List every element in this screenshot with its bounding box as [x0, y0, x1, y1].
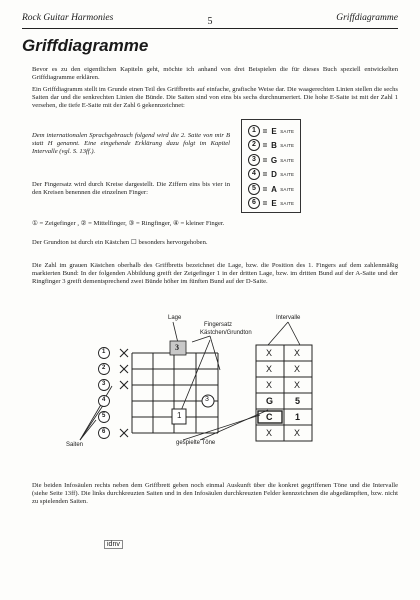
string-number: 5 — [248, 183, 260, 195]
paragraph-lage: Die Zahl im grauen Kästchen oberhalb des Griffbretts bezeichnet die Lage, bzw. die Position des 1. Fingers auf dem zahlenmäßig markierten Bund: In der folgenden Abbildung greift der Zeigefinger 1 in der dritten Lage, bzw. im dritten Bund auf der A-Saite und der Ringfinger 3 greift dementsprechend zwei Bünde höher im fünften Bund auf der D-Saite. — [32, 262, 398, 286]
paragraph-griffdiagramm: Ein Griffdiagramm stellt im Grunde einen Teil des Griffbretts auf einfache, grafische Weise dar. Die waagerechten Linien stellen die sechs Saiten dar und die senkrechten Linien die Bünde. Die Saiten sind von eins bis sechs durchnumeriert. Die hohe E-Saite ist mit der Zahl 1 versehen, die tiefe E-Saite mit der Zahl 6 gekennzeichnet: — [32, 86, 398, 110]
string-num: 5 — [102, 413, 106, 419]
header-chapter-title: Griffdiagramme — [336, 13, 398, 23]
saite-label: SAITE — [280, 171, 295, 177]
page-title: Griffdiagramme — [22, 36, 149, 55]
label-kaestchen: Kästchen/Grundton — [200, 330, 252, 336]
string-number: 2 — [248, 139, 260, 151]
label-lage: Lage — [168, 315, 182, 321]
string-note: B — [271, 140, 277, 150]
paragraph-infosaeulen: Die beiden Infosäulen rechts neben dem Griffbrett geben noch einmal Auskunft über die konkret gegriffenen Töne und die Intervalle (siehe Seite 13ff). Die links durchkreuzten Saiten und in den Infosäulen durchkreuzten Felder kennzeichnen die abgedämpften, bzw. nicht zu spielenden Saiten. — [32, 482, 398, 506]
string-number: 1 — [248, 125, 260, 137]
string-num: 4 — [102, 397, 106, 403]
interval-cell: 1 — [295, 412, 301, 422]
label-gespielte-toene: gespielte Töne — [176, 440, 216, 446]
paragraph-sprachgebrauch: Dem internationalen Sprachgebrauch folgend wird die 2. Saite von mir B statt H genannt. Eine eingehende Erklärung dazu folgt im Kapitel Intervalle (vgl. S. 13ff.). — [32, 132, 230, 156]
interval-cell: 5 — [295, 396, 301, 406]
finger-number-3: 3 — [205, 396, 209, 403]
string-note: E — [271, 198, 277, 208]
note-cell: C — [266, 412, 273, 422]
string-num: 2 — [102, 365, 106, 371]
string-row-3: 3 = G SAITE — [248, 154, 300, 167]
note-cell: X — [266, 380, 273, 390]
note-cell: X — [266, 428, 273, 438]
string-row-6: 6 = E SAITE — [248, 197, 300, 210]
string-number: 3 — [248, 154, 260, 166]
paragraph-fingersatz: Der Fingersatz wird durch Kreise dargestellt. Die Ziffern eins bis vier in den Kreisen benennen die einzelnen Finger: — [32, 181, 230, 197]
page-number: 5 — [207, 16, 213, 27]
note-cell: X — [266, 348, 273, 358]
string-num: 3 — [102, 381, 106, 387]
string-number: 4 — [248, 168, 260, 180]
paragraph-grundton: Der Grundton ist durch ein Kästchen ☐ besonders hervorgehoben. — [32, 239, 208, 246]
interval-cell: X — [294, 364, 301, 374]
paragraph-finger-legend: ① = Zeigefinger , ② = Mittelfinger, ③ = Ringfinger, ④ = kleiner Finger. — [32, 220, 225, 227]
string-number: 6 — [248, 197, 260, 209]
interval-cell: X — [294, 348, 301, 358]
publisher-stamp: idnv — [104, 540, 123, 549]
note-cell: X — [266, 364, 273, 374]
saite-label: SAITE — [280, 128, 295, 134]
label-intervalle: Intervalle — [276, 315, 301, 321]
string-num: 6 — [102, 429, 106, 435]
string-row-2: 2 = B SAITE — [248, 139, 300, 152]
interval-cell: X — [294, 380, 301, 390]
interval-cell: X — [294, 428, 301, 438]
string-num: 1 — [102, 349, 106, 355]
note-cell: G — [266, 396, 274, 406]
string-note: E — [271, 126, 277, 136]
saite-label: SAITE — [280, 142, 295, 148]
saite-label: SAITE — [280, 200, 295, 206]
string-row-1: 1 = E SAITE — [248, 125, 300, 138]
label-saiten: Saiten — [66, 442, 84, 448]
saite-label: SAITE — [280, 186, 295, 192]
string-row-5: 5 = A SAITE — [248, 183, 300, 196]
finger-number-1: 1 — [177, 411, 182, 420]
string-row-4: 4 = D SAITE — [248, 168, 300, 181]
string-note: D — [271, 169, 277, 179]
saite-label: SAITE — [280, 157, 295, 163]
paragraph-intro: Bevor es zu den eigentlichen Kapiteln geht, möchte ich anhand von drei Beispielen die für dieses Buch speziell entwickelten Griffdiagramme erklären. — [32, 66, 398, 82]
label-fingersatz: Fingersatz — [204, 322, 233, 328]
string-note: G — [270, 155, 278, 165]
string-note: A — [271, 184, 277, 194]
header-book-title: Rock Guitar Harmonies — [22, 13, 114, 23]
lage-number: 3 — [175, 343, 179, 352]
